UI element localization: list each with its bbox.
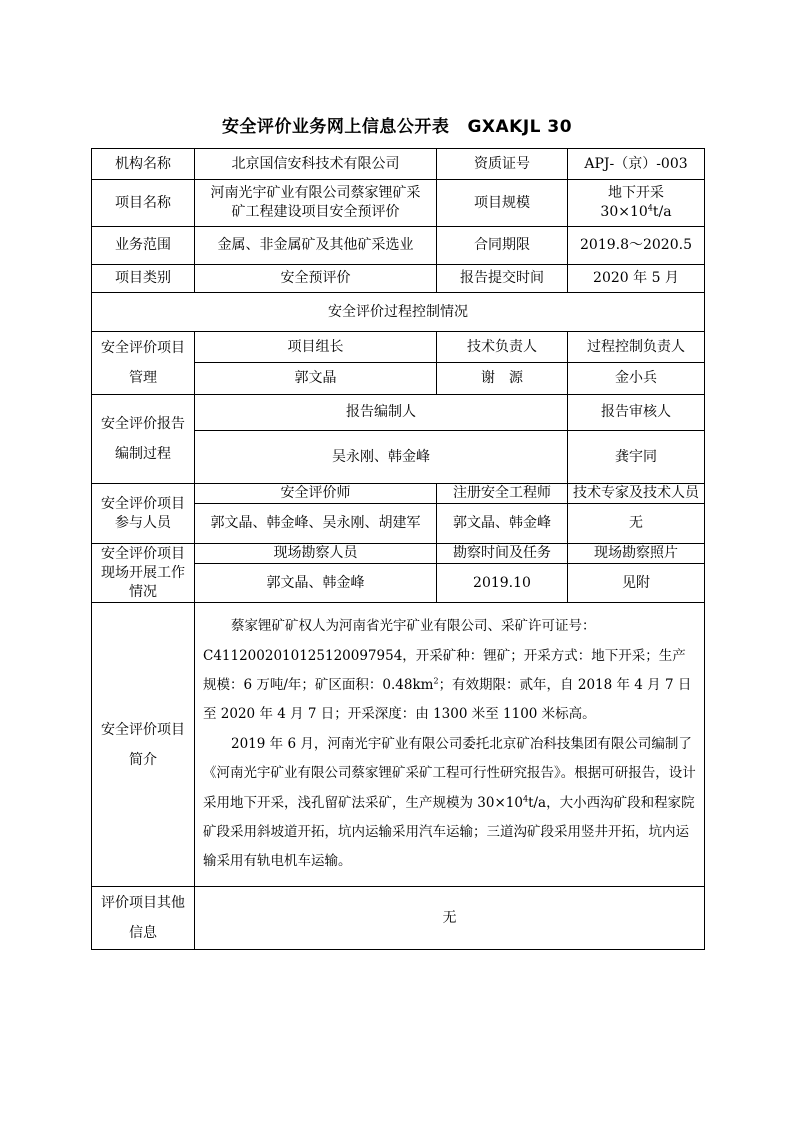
scale-label: 项目规模 — [437, 180, 568, 227]
participants-value-expert: 无 — [568, 504, 705, 544]
process-header: 安全评价过程控制情况 — [92, 293, 705, 332]
participants-label: 安全评价项目参与人员 — [92, 484, 195, 544]
scope-value: 金属、非金属矿及其他矿采选业 — [195, 227, 437, 265]
intro-p1-sup: 2 — [433, 676, 439, 686]
table-row — [92, 484, 705, 504]
site-label: 安全评价项目现场开展工作情况 — [92, 544, 195, 603]
title-code: GXAKJL 30 — [467, 117, 573, 137]
intro-p2-sup: 4 — [522, 794, 529, 804]
mgmt-header-process: 过程控制负责人 — [568, 332, 705, 363]
site-header-staff: 现场勘察人员 — [195, 544, 437, 564]
table-row — [92, 332, 705, 363]
title-text: 安全评价业务网上信息公开表 — [221, 117, 450, 137]
report-value-reviewer: 龚宇同 — [568, 431, 705, 484]
intro-paragraph-1 — [203, 612, 698, 730]
participants-header-expert: 技术专家及技术人员 — [568, 484, 705, 504]
participants-value-evaluator: 郭文晶、韩金峰、吴永刚、胡建军 — [195, 504, 437, 544]
mgmt-value-tech: 谢 源 — [437, 363, 568, 395]
table-row — [92, 227, 705, 265]
table-row — [92, 293, 705, 332]
intro-p2-b: t/a，大小西沟矿段和程家院矿段采用斜坡道开拓，坑内运输采用汽车运输；三道沟矿段采用竖井开拓，坑内运输采用有轨电机车运输。 — [203, 794, 695, 870]
intro-label: 安全评价项目简介 — [92, 603, 195, 887]
other-label: 评价项目其他信息 — [92, 887, 195, 950]
other-value: 无 — [195, 887, 705, 950]
org-name-value: 北京国信安科技术有限公司 — [195, 149, 437, 180]
mgmt-value-process: 金小兵 — [568, 363, 705, 395]
type-value: 安全预评价 — [195, 265, 437, 293]
report-header-reviewer: 报告审核人 — [568, 395, 705, 431]
mgmt-header-leader: 项目组长 — [195, 332, 437, 363]
site-value-photo: 见附 — [568, 564, 705, 603]
scope-label: 业务范围 — [92, 227, 195, 265]
report-label: 安全评价报告编制过程 — [92, 395, 195, 484]
contract-value: 2019.8～2020.5 — [568, 227, 705, 265]
cert-label: 资质证号 — [437, 149, 568, 180]
participants-header-evaluator: 安全评价师 — [195, 484, 437, 504]
table-row — [92, 887, 705, 950]
contract-label: 合同期限 — [437, 227, 568, 265]
table-row — [92, 395, 705, 431]
page-title — [0, 112, 794, 137]
scale-sup: 4 — [647, 203, 653, 213]
scale-prefix: 地下开采 30×10 — [600, 185, 664, 220]
mgmt-header-tech: 技术负责人 — [437, 332, 568, 363]
project-name-value: 河南光宇矿业有限公司蔡家锂矿采矿工程建设项目安全预评价 — [195, 180, 437, 227]
site-header-time: 勘察时间及任务 — [437, 544, 568, 564]
scale-suffix: t/a — [652, 204, 672, 220]
scale-value — [568, 180, 705, 227]
table-row — [92, 149, 705, 180]
submit-value: 2020 年 5 月 — [568, 265, 705, 293]
participants-value-engineer: 郭文晶、韩金峰 — [437, 504, 568, 544]
report-value-author: 吴永刚、韩金峰 — [195, 431, 568, 484]
cert-value: APJ-（京）-003 — [568, 149, 705, 180]
type-label: 项目类别 — [92, 265, 195, 293]
table-row — [92, 180, 705, 227]
site-value-staff: 郭文晶、韩金峰 — [195, 564, 437, 603]
report-header-author: 报告编制人 — [195, 395, 568, 431]
info-table — [91, 148, 705, 950]
site-header-photo: 现场勘察照片 — [568, 544, 705, 564]
mgmt-value-leader: 郭文晶 — [195, 363, 437, 395]
intro-paragraph-2 — [203, 730, 698, 877]
intro-p2-a: 2019 年 6 月，河南光宇矿业有限公司委托北京矿冶科技集团有限公司编制了《河南光宇矿业有限公司蔡家锂矿采矿工程可行性研究报告》。根据可研报告，设计采用地下开采，浅孔留矿法采矿，生产规模为 30×10 — [203, 735, 696, 811]
intro-text — [195, 603, 705, 887]
submit-label: 报告提交时间 — [437, 265, 568, 293]
intro-p1-a: 蔡家锂矿矿权人为河南省光宇矿业有限公司、采矿许可证号：C4112002010125120097954，开采矿种：锂矿；开采方式：地下开采；生产规模：6 万吨/年；矿区面积：0.48km — [203, 618, 686, 693]
table-row — [92, 544, 705, 564]
mgmt-label: 安全评价项目管理 — [92, 332, 195, 395]
org-name-label: 机构名称 — [92, 149, 195, 180]
table-row — [92, 265, 705, 293]
intro-p1-b: ；有效期限：贰年，自 2018 年 4 月 7 日至 2020 年 4 月 7 日；开采深度：由 1300 米至 1100 米标高。 — [203, 676, 692, 723]
site-value-time: 2019.10 — [437, 564, 568, 603]
table-row — [92, 603, 705, 887]
participants-header-engineer: 注册安全工程师 — [437, 484, 568, 504]
project-name-label: 项目名称 — [92, 180, 195, 227]
